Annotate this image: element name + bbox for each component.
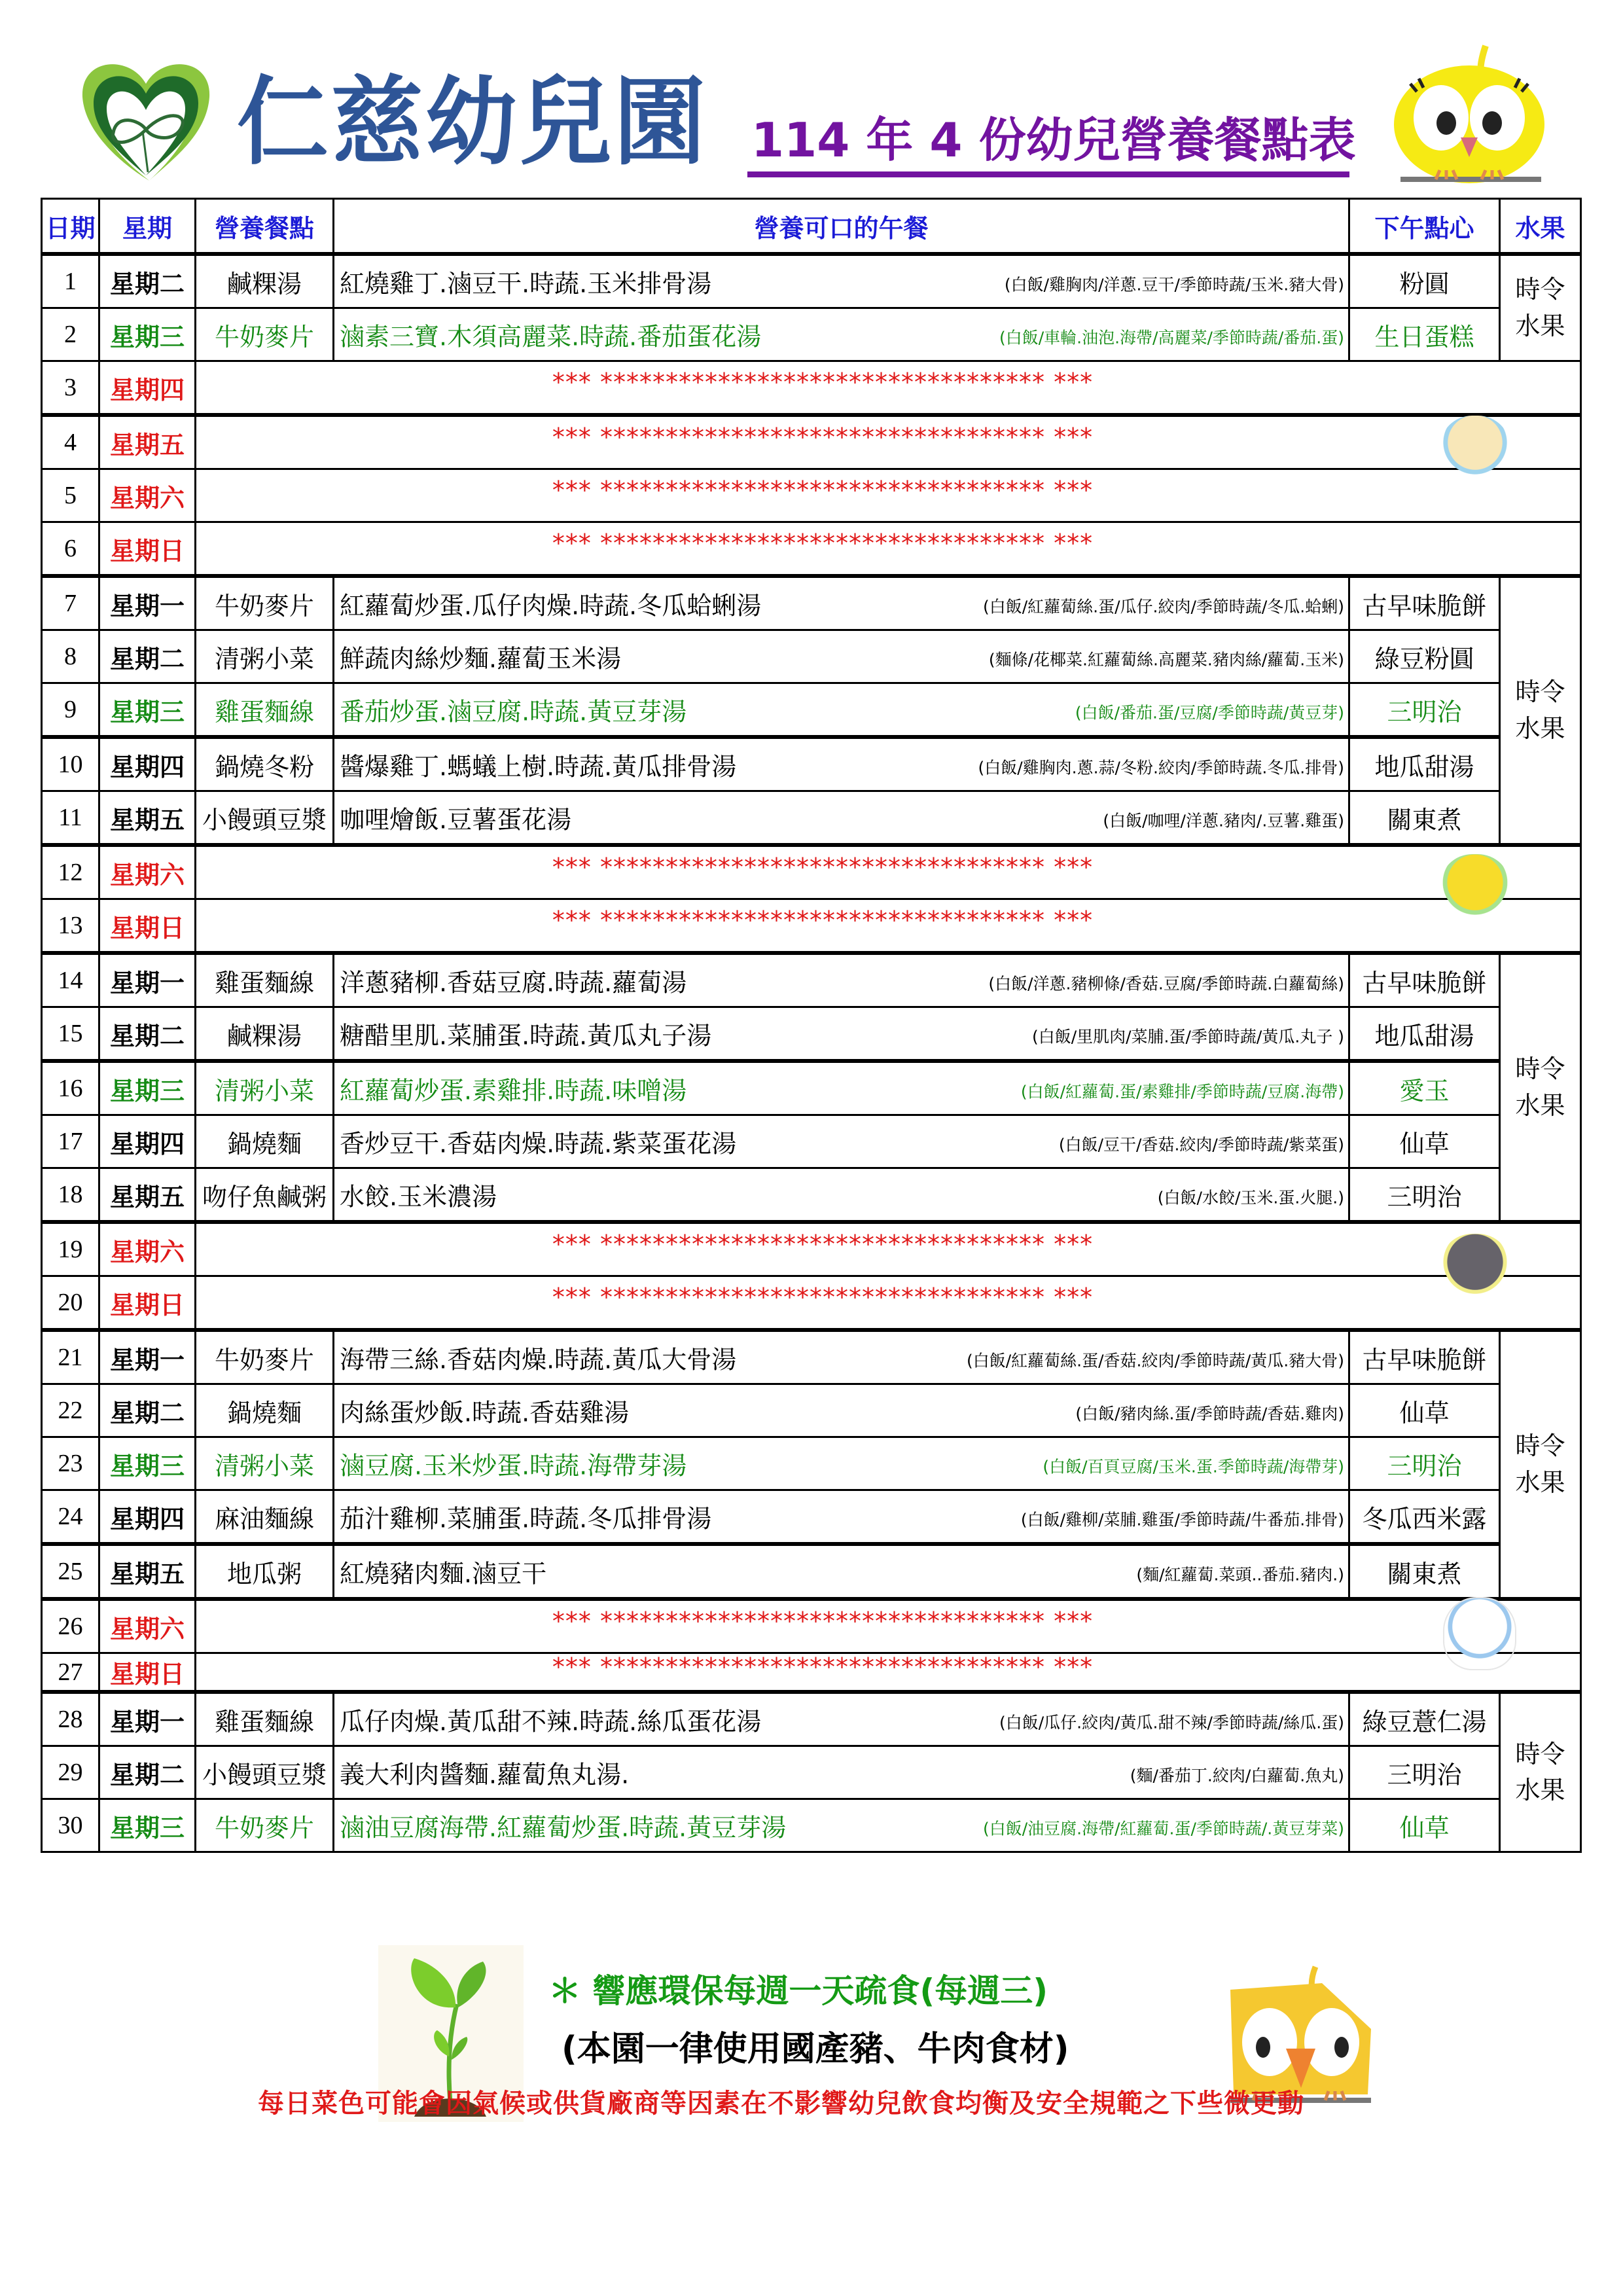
afternoon-snack-cell: 綠豆薏仁湯	[1349, 1692, 1500, 1746]
date-cell: 28	[42, 1692, 99, 1746]
afternoon-snack-cell: 仙草	[1349, 1115, 1500, 1168]
lunch-dishes: 肉絲蛋炒飯.時蔬.香菇雞湯	[340, 1398, 630, 1427]
morning-snack-cell: 牛奶麥片	[196, 1330, 334, 1384]
fruit-cell: 時令 水果	[1500, 1330, 1581, 1599]
morning-snack-cell: 雞蛋麵線	[196, 683, 334, 738]
holiday-cell	[196, 1599, 1581, 1653]
lunch-cell	[334, 737, 1349, 791]
weekday-cell: 星期一	[99, 1692, 196, 1746]
lunch-ingredients: (麵/番茄丁.絞肉/白蘿蔔.魚丸)	[1130, 1766, 1344, 1785]
lunch-ingredients: (白飯/里肌肉/菜脯.蛋/季節時蔬/黃瓜.丸子 )	[1031, 1027, 1344, 1047]
table-row	[42, 254, 1581, 308]
morning-snack-cell: 地瓜粥	[196, 1544, 334, 1599]
table-row	[42, 630, 1581, 683]
menu-change-disclaimer: 每日菜色可能會因氣候或供貨廠商等因素在不影響幼兒飲食均衡及安全規範之下些微更動	[258, 2089, 1304, 2119]
domestic-meat-note: (本園一律使用國產豬、牛肉食材)	[562, 2030, 1069, 2069]
date-cell: 21	[42, 1330, 99, 1384]
date-cell: 19	[42, 1222, 99, 1276]
lunch-ingredients: (白飯/百頁豆腐/玉米.蛋.季節時蔬/海帶芽)	[1043, 1457, 1344, 1477]
weekday-cell: 星期四	[99, 737, 196, 791]
afternoon-snack-cell: 古早味脆餅	[1349, 576, 1500, 630]
date-cell: 5	[42, 469, 99, 522]
table-row	[42, 1330, 1581, 1384]
weekday-cell: 星期日	[99, 899, 196, 954]
morning-snack-cell: 清粥小菜	[196, 1061, 334, 1115]
weekday-cell: 星期日	[99, 522, 196, 577]
lunch-cell	[334, 1115, 1349, 1168]
lunch-ingredients: (白飯/紅蘿蔔絲.蛋/瓜仔.絞肉/季節時蔬/冬瓜.蛤蜊)	[982, 597, 1344, 617]
header-fruit: 水果	[1500, 199, 1581, 255]
morning-snack-cell: 清粥小菜	[196, 630, 334, 683]
weekday-cell: 星期四	[99, 361, 196, 416]
date-cell: 13	[42, 899, 99, 954]
holiday-row	[42, 1222, 1581, 1276]
weekday-cell: 星期日	[99, 1276, 196, 1331]
weekday-cell: 星期五	[99, 791, 196, 846]
lunch-ingredients: (白飯/豬肉絲.蛋/季節時蔬/香菇.雞肉)	[1075, 1404, 1344, 1424]
afternoon-snack-cell: 冬瓜西米露	[1349, 1490, 1500, 1545]
lunch-dishes: 紅燒雞丁.滷豆干.時蔬.玉米排骨湯	[340, 269, 712, 298]
weekday-cell: 星期三	[99, 308, 196, 361]
holiday-cell	[196, 361, 1581, 416]
afternoon-snack-cell: 地瓜甜湯	[1349, 737, 1500, 791]
lunch-dishes: 洋蔥豬柳.香菇豆腐.時蔬.蘿蔔湯	[340, 968, 687, 997]
morning-snack-cell: 鍋燒麵	[196, 1384, 334, 1437]
morning-snack-cell: 牛奶麥片	[196, 308, 334, 361]
fruit-cell: 時令 水果	[1500, 576, 1581, 845]
afternoon-snack-cell: 綠豆粉圓	[1349, 630, 1500, 683]
date-cell: 12	[42, 845, 99, 899]
weekday-cell: 星期五	[99, 1544, 196, 1599]
afternoon-snack-cell: 三明治	[1349, 1746, 1500, 1799]
lunch-dishes: 紅燒豬肉麵.滷豆干	[340, 1559, 547, 1588]
morning-snack-cell: 鍋燒麵	[196, 1115, 334, 1168]
lunch-cell	[334, 576, 1349, 630]
table-row	[42, 953, 1581, 1007]
lunch-cell	[334, 953, 1349, 1007]
date-cell: 20	[42, 1276, 99, 1331]
header-morning-snack: 營養餐點	[196, 199, 334, 255]
holiday-row	[42, 1276, 1581, 1331]
lunch-ingredients: (麵/紅蘿蔔.菜頭..番茄.豬肉.)	[1136, 1565, 1344, 1585]
lunch-dishes: 滷油豆腐海帶.紅蘿蔔炒蛋.時蔬.黃豆芽湯	[340, 1813, 787, 1842]
table-row	[42, 1746, 1581, 1799]
lunch-cell	[334, 683, 1349, 738]
holiday-row	[42, 361, 1581, 416]
lunch-dishes: 滷豆腐.玉米炒蛋.時蔬.海帶芽湯	[340, 1451, 687, 1480]
lunch-ingredients: (白飯/油豆腐.海帶/紅蘿蔔.蛋/季節時蔬/.黃豆芽菜)	[982, 1819, 1344, 1839]
weekday-cell: 星期六	[99, 1599, 196, 1653]
bear-hood-kid-sticker-icon	[1440, 416, 1510, 486]
weekday-cell: 星期六	[99, 469, 196, 522]
afternoon-snack-cell: 粉圓	[1349, 254, 1500, 308]
weekday-cell: 星期一	[99, 953, 196, 1007]
lunch-cell	[334, 1437, 1349, 1490]
lunch-dishes: 醬爆雞丁.螞蟻上樹.時蔬.黃瓜排骨湯	[340, 752, 737, 781]
holiday-marker: *** ********************************** ***	[552, 368, 1094, 397]
fruit-cell: 時令 水果	[1500, 953, 1581, 1222]
date-cell: 3	[42, 361, 99, 416]
date-cell: 1	[42, 254, 99, 308]
lunch-ingredients: (白飯/車輪.油泡.海帶/高麗菜/季節時蔬/番茄.蛋)	[999, 328, 1344, 348]
holiday-marker: *** ********************************** ***	[552, 853, 1094, 882]
weekday-cell: 星期五	[99, 415, 196, 469]
lunch-cell	[334, 1384, 1349, 1437]
cat-hood-kid-sticker-icon	[1443, 1597, 1516, 1670]
school-logo-icon	[77, 58, 215, 182]
date-cell: 9	[42, 683, 99, 738]
date-cell: 10	[42, 737, 99, 791]
holiday-row	[42, 1653, 1581, 1693]
holiday-marker: *** ********************************** ***	[552, 423, 1094, 452]
holiday-marker: *** ********************************** ***	[552, 906, 1094, 935]
holiday-cell	[196, 1653, 1581, 1693]
lunch-cell	[334, 1746, 1349, 1799]
table-row	[42, 737, 1581, 791]
lunch-dishes: 海帶三絲.香菇肉燥.時蔬.黃瓜大骨湯	[340, 1345, 737, 1374]
weekday-cell: 星期六	[99, 1222, 196, 1276]
lunch-dishes: 茄汁雞柳.菜脯蛋.時蔬.冬瓜排骨湯	[340, 1504, 712, 1534]
holiday-cell	[196, 522, 1581, 577]
weekday-cell: 星期四	[99, 1490, 196, 1545]
morning-snack-cell: 鹹粿湯	[196, 1007, 334, 1062]
lunch-ingredients: (白飯/咖哩/洋蔥.豬肉/.豆薯.雞蛋)	[1103, 811, 1344, 831]
holiday-marker: *** ********************************** ***	[552, 1230, 1094, 1259]
fruit-cell: 時令 水果	[1500, 254, 1581, 361]
morning-snack-cell: 雞蛋麵線	[196, 1692, 334, 1746]
weekday-cell: 星期四	[99, 1115, 196, 1168]
table-row	[42, 683, 1581, 738]
date-cell: 29	[42, 1746, 99, 1799]
holiday-row	[42, 415, 1581, 469]
afternoon-snack-cell: 古早味脆餅	[1349, 1330, 1500, 1384]
page-title: 114 年 4 份幼兒營養餐點表	[751, 113, 1356, 168]
morning-snack-cell: 清粥小菜	[196, 1437, 334, 1490]
lunch-dishes: 水餃.玉米濃湯	[340, 1182, 497, 1211]
afternoon-snack-cell: 三明治	[1349, 1168, 1500, 1223]
table-row	[42, 1799, 1581, 1852]
title-underline	[747, 171, 1349, 177]
lunch-cell	[334, 1692, 1349, 1746]
weekday-cell: 星期五	[99, 1168, 196, 1223]
lunch-ingredients: (白飯/雞胸肉/洋蔥.豆干/季節時蔬/玉米.豬大骨)	[1004, 275, 1344, 295]
lunch-ingredients: (白飯/紅蘿蔔.蛋/素雞排/季節時蔬/豆腐.海帶)	[1020, 1082, 1344, 1102]
lunch-cell	[334, 254, 1349, 308]
date-cell: 30	[42, 1799, 99, 1852]
afternoon-snack-cell: 仙草	[1349, 1799, 1500, 1852]
weekday-cell: 星期日	[99, 1653, 196, 1693]
date-cell: 27	[42, 1653, 99, 1693]
holiday-marker: *** ********************************** ***	[552, 1283, 1094, 1312]
school-name: 仁慈幼兒園	[237, 66, 709, 179]
weekday-cell: 星期二	[99, 1746, 196, 1799]
holiday-cell	[196, 1276, 1581, 1331]
table-row	[42, 1544, 1581, 1599]
weekday-cell: 星期一	[99, 576, 196, 630]
weekday-cell: 星期三	[99, 1061, 196, 1115]
afternoon-snack-cell: 生日蛋糕	[1349, 308, 1500, 361]
holiday-cell	[196, 845, 1581, 899]
morning-snack-cell: 鍋燒冬粉	[196, 737, 334, 791]
lunch-cell	[334, 1007, 1349, 1062]
date-cell: 18	[42, 1168, 99, 1223]
lunch-cell	[334, 1799, 1349, 1852]
morning-snack-cell: 雞蛋麵線	[196, 953, 334, 1007]
morning-snack-cell: 牛奶麥片	[196, 576, 334, 630]
date-cell: 15	[42, 1007, 99, 1062]
date-cell: 23	[42, 1437, 99, 1490]
date-cell: 17	[42, 1115, 99, 1168]
fruit-cell: 時令 水果	[1500, 1692, 1581, 1852]
lunch-ingredients: (白飯/雞柳/菜脯.雞蛋/季節時蔬/牛番茄.排骨)	[1020, 1510, 1344, 1530]
holiday-marker: *** ********************************** ***	[552, 476, 1094, 505]
lunch-cell	[334, 630, 1349, 683]
table-row	[42, 308, 1581, 361]
date-cell: 24	[42, 1490, 99, 1545]
lunch-cell	[334, 1330, 1349, 1384]
weekday-cell: 星期二	[99, 630, 196, 683]
date-cell: 11	[42, 791, 99, 846]
lunch-dishes: 紅蘿蔔炒蛋.瓜仔肉燥.時蔬.冬瓜蛤蜊湯	[340, 591, 762, 620]
lunch-dishes: 番茄炒蛋.滷豆腐.時蔬.黃豆芽湯	[340, 697, 687, 726]
yellow-bear-hood-kid-sticker-icon	[1440, 854, 1510, 925]
morning-snack-cell: 麻油麵線	[196, 1490, 334, 1545]
holiday-cell	[196, 415, 1581, 469]
lunch-ingredients: (麵條/花椰菜.紅蘿蔔絲.高麗菜.豬肉絲/蘿蔔.玉米)	[988, 650, 1344, 670]
holiday-row	[42, 1599, 1581, 1653]
table-row	[42, 1490, 1581, 1545]
date-cell: 16	[42, 1061, 99, 1115]
morning-snack-cell: 牛奶麥片	[196, 1799, 334, 1852]
lunch-dishes: 咖哩燴飯.豆薯蛋花湯	[340, 805, 572, 834]
lunch-dishes: 義大利肉醬麵.蘿蔔魚丸湯.	[340, 1760, 630, 1789]
date-cell: 2	[42, 308, 99, 361]
weekday-cell: 星期二	[99, 1007, 196, 1062]
lunch-cell	[334, 791, 1349, 846]
holiday-row	[42, 522, 1581, 577]
lunch-ingredients: (白飯/洋蔥.豬柳條/香菇.豆腐/季節時蔬.白蘿蔔絲)	[988, 974, 1344, 994]
lunch-ingredients: (白飯/紅蘿蔔絲.蛋/香菇.絞肉/季節時蔬/黃瓜.豬大骨)	[966, 1351, 1344, 1371]
afternoon-snack-cell: 地瓜甜湯	[1349, 1007, 1500, 1062]
table-row	[42, 1437, 1581, 1490]
date-cell: 4	[42, 415, 99, 469]
weekday-cell: 星期二	[99, 254, 196, 308]
date-cell: 22	[42, 1384, 99, 1437]
meal-schedule-table	[41, 198, 1582, 1853]
holiday-cell	[196, 899, 1581, 954]
table-row	[42, 1384, 1581, 1437]
table-row	[42, 576, 1581, 630]
table-row	[42, 1007, 1581, 1062]
morning-snack-cell: 鹹粿湯	[196, 254, 334, 308]
table-row	[42, 1692, 1581, 1746]
lunch-dishes: 紅蘿蔔炒蛋.素雞排.時蔬.味噌湯	[340, 1076, 687, 1105]
holiday-cell	[196, 469, 1581, 522]
holiday-row	[42, 899, 1581, 954]
afternoon-snack-cell: 三明治	[1349, 683, 1500, 738]
date-cell: 26	[42, 1599, 99, 1653]
table-header-row	[42, 199, 1581, 255]
lunch-ingredients: (白飯/水餃/玉米.蛋.火腿.)	[1157, 1188, 1344, 1208]
lunch-dishes: 鮮蔬肉絲炒麵.蘿蔔玉米湯	[340, 644, 622, 673]
lunch-ingredients: (白飯/番茄.蛋/豆腐/季節時蔬/黃豆芽)	[1075, 703, 1344, 723]
morning-snack-cell: 小饅頭豆漿	[196, 1746, 334, 1799]
dragon-hood-kid-sticker-icon	[1440, 1234, 1510, 1304]
lunch-cell	[334, 1544, 1349, 1599]
weekday-cell: 星期二	[99, 1384, 196, 1437]
header-lunch: 營養可口的午餐	[334, 199, 1349, 255]
table-row	[42, 1168, 1581, 1223]
header-date: 日期	[42, 199, 99, 255]
lunch-dishes: 糖醋里肌.菜脯蛋.時蔬.黃瓜丸子湯	[340, 1021, 712, 1050]
weekday-cell: 星期三	[99, 1799, 196, 1852]
afternoon-snack-cell: 古早味脆餅	[1349, 953, 1500, 1007]
date-cell: 8	[42, 630, 99, 683]
holiday-row	[42, 845, 1581, 899]
table-row	[42, 1115, 1581, 1168]
lunch-cell	[334, 1490, 1349, 1545]
holiday-cell	[196, 1222, 1581, 1276]
holiday-marker: *** ********************************** ***	[552, 529, 1094, 558]
weekday-cell: 星期三	[99, 683, 196, 738]
weekday-cell: 星期三	[99, 1437, 196, 1490]
date-cell: 6	[42, 522, 99, 577]
afternoon-snack-cell: 愛玉	[1349, 1061, 1500, 1115]
date-cell: 14	[42, 953, 99, 1007]
header-afternoon-snack: 下午點心	[1349, 199, 1500, 255]
date-cell: 25	[42, 1544, 99, 1599]
afternoon-snack-cell: 仙草	[1349, 1384, 1500, 1437]
vegetarian-day-note: ＊ 響應環保每週一天疏食(每週三)	[548, 1972, 1048, 2010]
header-weekday: 星期	[99, 199, 196, 255]
lunch-cell	[334, 1061, 1349, 1115]
table-row	[42, 1061, 1581, 1115]
holiday-marker: *** ********************************** ***	[552, 1653, 1094, 1681]
holiday-marker: *** ********************************** ***	[552, 1607, 1094, 1636]
lunch-ingredients: (白飯/瓜仔.絞肉/黃瓜.甜不辣/季節時蔬/絲瓜.蛋)	[999, 1713, 1344, 1732]
lunch-ingredients: (白飯/豆干/香菇.絞肉/季節時蔬/紫菜蛋)	[1058, 1135, 1344, 1155]
lunch-dishes: 香炒豆干.香菇肉燥.時蔬.紫菜蛋花湯	[340, 1129, 737, 1158]
lunch-dishes: 瓜仔肉燥.黃瓜甜不辣.時蔬.絲瓜蛋花湯	[340, 1707, 762, 1736]
chick-mascot-icon	[1381, 39, 1558, 187]
holiday-row	[42, 469, 1581, 522]
morning-snack-cell: 吻仔魚鹹粥	[196, 1168, 334, 1223]
table-row	[42, 791, 1581, 846]
lunch-ingredients: (白飯/雞胸肉.蔥.蒜/冬粉.絞肉/季節時蔬.冬瓜.排骨)	[978, 758, 1344, 778]
lunch-cell	[334, 308, 1349, 361]
weekday-cell: 星期六	[99, 845, 196, 899]
afternoon-snack-cell: 三明治	[1349, 1437, 1500, 1490]
weekday-cell: 星期一	[99, 1330, 196, 1384]
afternoon-snack-cell: 關東煮	[1349, 1544, 1500, 1599]
lunch-cell	[334, 1168, 1349, 1223]
lunch-dishes: 滷素三寶.木須高麗菜.時蔬.番茄蛋花湯	[340, 322, 762, 351]
morning-snack-cell: 小饅頭豆漿	[196, 791, 334, 846]
date-cell: 7	[42, 576, 99, 630]
afternoon-snack-cell: 關東煮	[1349, 791, 1500, 846]
